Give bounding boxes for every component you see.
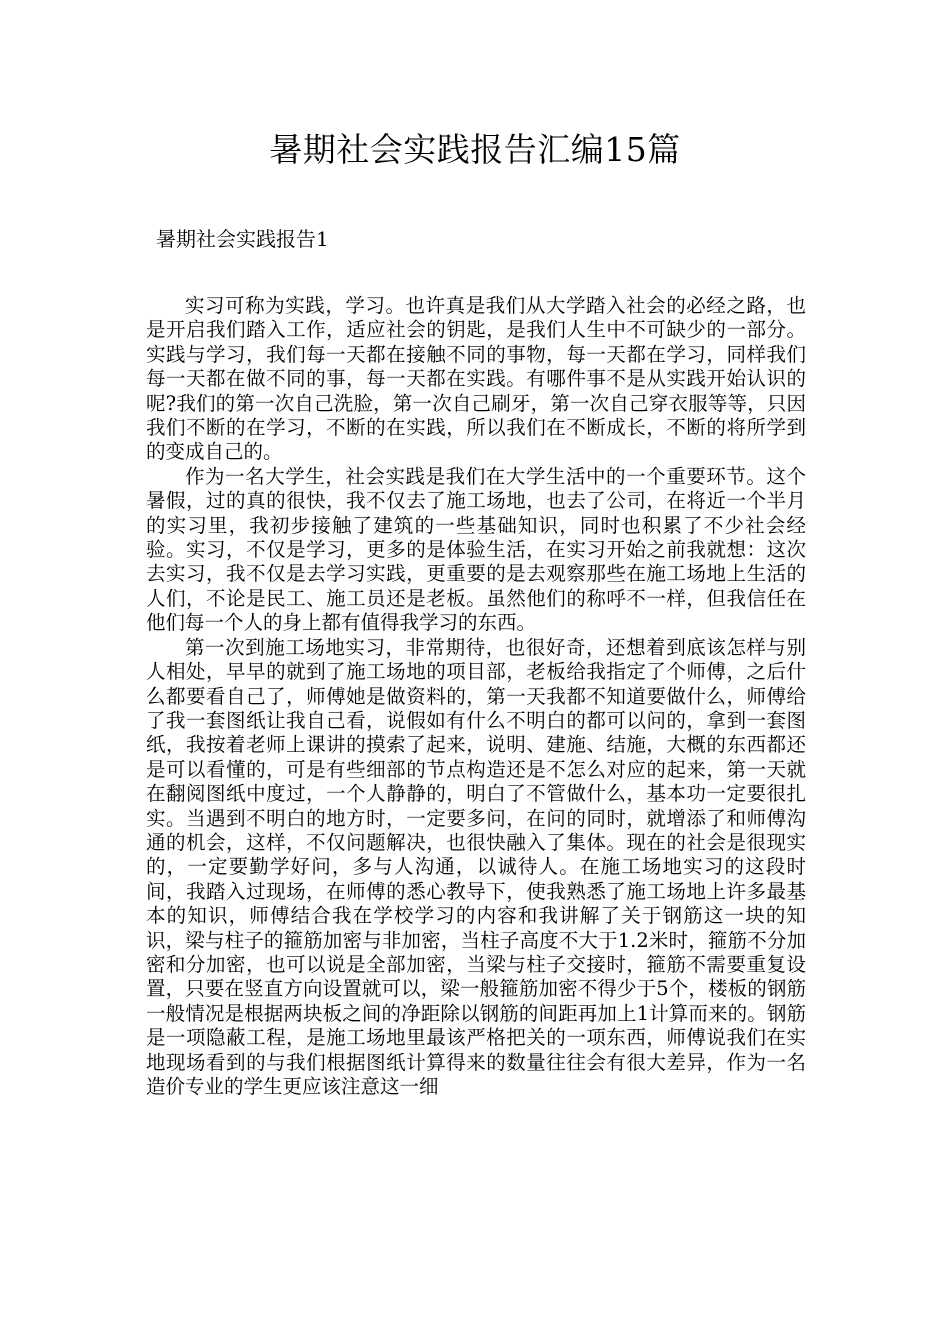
document-body — [146, 294, 806, 1099]
body-paragraph: 实习可称为实践，学习。也许真是我们从大学踏入社会的必经之路，也是开启我们踏入工作，适应社会的钥匙，是我们人生中不可缺少的一部分。实践与学习，我们每一天都在接触不同的事物，每一天都在学习，同样我们每一天都在做不同的事，每一天都在实践。有哪件事不是从实践开始认识的呢?我们的第一次自己洗脸，第一次自己刷牙，第一次自己穿衣服等等，只因我们不断的在学习，不断的在实践，所以我们在不断成长，不断的将所学到的变成自己的。 — [146, 294, 806, 464]
body-paragraph: 作为一名大学生，社会实践是我们在大学生活中的一个重要环节。这个暑假，过的真的很快，我不仅去了施工场地，也去了公司，在将近一个半月的实习里，我初步接触了建筑的一些基础知识，同时也积累了不少社会经验。实习，不仅是学习，更多的是体验生活，在实习开始之前我就想：这次去实习，我不仅是去学习实践，更重要的是去观察那些在施工场地上生活的人们，不论是民工、施工员还是老板。虽然他们的称呼不一样，但我信任在他们每一个人的身上都有值得我学习的东西。 — [146, 464, 806, 635]
section-heading: 暑期社会实践报告1 — [156, 227, 329, 251]
document-title: 暑期社会实践报告汇编15篇 — [269, 130, 681, 169]
body-paragraph: 第一次到施工场地实习，非常期待，也很好奇，还想着到底该怎样与别人相处，早早的就到了施工场地的项目部，老板给我指定了个师傅，之后什么都要看自己了，师傅她是做资料的，第一天我都不知道要做什么，师傅给了我一套图纸让我自己看，说假如有什么不明白的都可以问的，拿到一套图纸，我按着老师上课讲的摸索了起来，说明、建施、结施，大概的东西都还是可以看懂的，可是有些细部的节点构造还是不怎么对应的起来，第一天就在翻阅图纸中度过，一个人静静的，明白了不管做什么，基本功一定要很扎实。当遇到不明白的地方时，一定要多问，在问的同时，就增添了和师傅沟通的机会，这样，不仅问题解决，也很快融入了集体。现在的社会是很现实的，一定要勤学好问，多与人沟通，以诚待人。在施工场地实习的这段时间，我踏入过现场，在师傅的悉心教导下，使我熟悉了施工场地上许多最基本的知识，师傅结合我在学校学习的内容和我讲解了关于钢筋这一块的知识，梁与柱子的箍筋加密与非加密，当柱子高度不大于1.2米时，箍筋不分加密和分加密，也可以说是全部加密，当梁与柱子交接时，箍筋不需要重复设置，只要在竖直方向设置就可以，梁一般箍筋加密不得少于5个，楼板的钢筋一般情况是根据两块板之间的净距除以钢筋的间距再加上1计算而来的。钢筋是一项隐蔽工程，是施工场地里最该严格把关的一项东西，师傅说我们在实地现场看到的与我们根据图纸计算得来的数量往往会有很大差异，作为一名造价专业的学生更应该注意这一细 — [146, 635, 806, 1098]
